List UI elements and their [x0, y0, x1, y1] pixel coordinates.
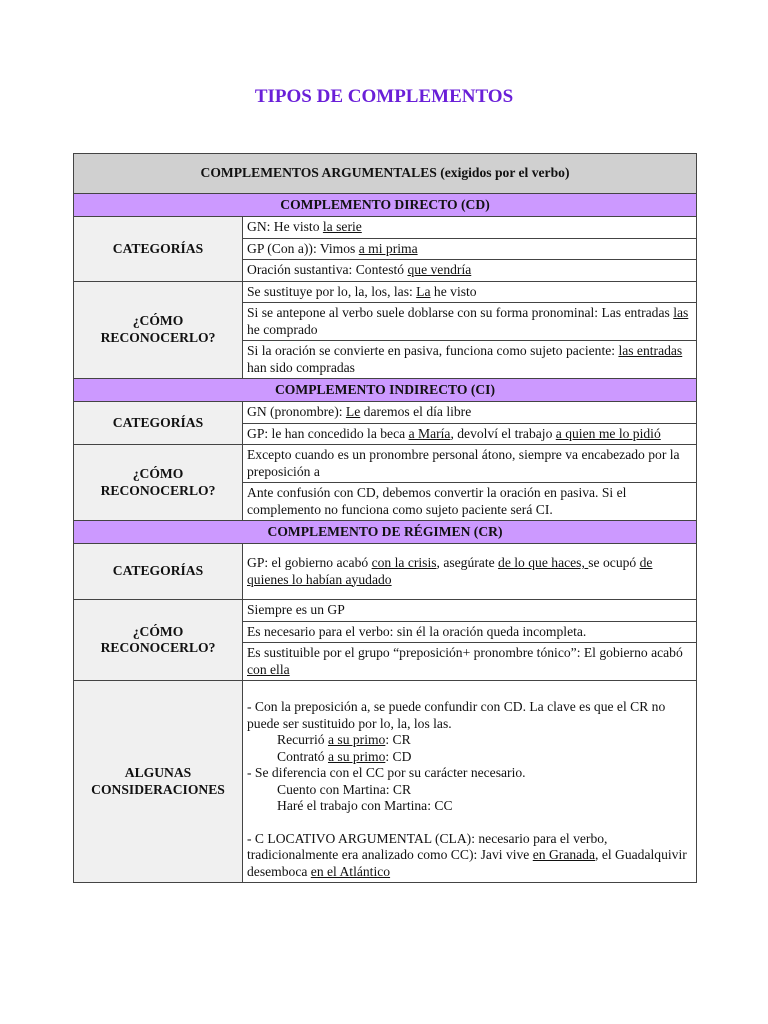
- ci-rec-1: Ante confusión con CD, debemos convertir la oración en pasiva. Si el complemento no funciona como sujeto paciente será CI.: [243, 483, 697, 521]
- table-row: [74, 217, 697, 239]
- section-title-cd: COMPLEMENTO DIRECTO (CD): [74, 194, 697, 217]
- table-header: COMPLEMENTOS ARGUMENTALES (exigidos por el verbo): [74, 154, 697, 194]
- label-reconocer-cr: ¿CÓMO RECONOCERLO?: [74, 600, 243, 681]
- section-header-cr: [74, 521, 697, 544]
- page-title: TIPOS DE COMPLEMENTOS: [254, 86, 514, 107]
- table-row: [74, 402, 697, 424]
- cd-cat-0: GN: He visto la serie: [243, 217, 697, 239]
- table-row: [74, 600, 697, 622]
- label-categorias-cd: CATEGORÍAS: [74, 217, 243, 282]
- complements-table: [73, 153, 697, 883]
- section-title-ci: COMPLEMENTO INDIRECTO (CI): [74, 379, 697, 402]
- cr-cat: GP: el gobierno acabó con la crisis, asegúrate de lo que haces, se ocupó de quienes lo habían ayudado: [243, 544, 697, 600]
- label-reconocer-cd: ¿CÓMO RECONOCERLO?: [74, 281, 243, 379]
- label-categorias-cr: CATEGORÍAS: [74, 544, 243, 600]
- cr-consideraciones: - Con la preposición a, se puede confundir con CD. La clave es que el CR no puede ser sustituido por lo, la, los las. Recurrió a su primo: CR Contrató a su primo: CD - Se diferencia con el CC por su carácter necesario. Cuento con Martina: CR Haré el trabajo con Martina: CC - C LOCATIVO ARGUMENTAL (CLA): necesario para el verbo, tradicionalmente era analizado como CC): Javi vive en Granada, el Guadalquivir desemboca en el Atlántico: [243, 681, 697, 883]
- section-title-cr: COMPLEMENTO DE RÉGIMEN (CR): [74, 521, 697, 544]
- cr-rec-2: Es sustituible por el grupo “preposición+ pronombre tónico”: El gobierno acabó con ella: [243, 643, 697, 681]
- cr-rec-1: Es necesario para el verbo: sin él la oración queda incompleta.: [243, 621, 697, 643]
- table-row: [74, 445, 697, 483]
- section-header-ci: [74, 379, 697, 402]
- cd-rec-2: Si la oración se convierte en pasiva, funciona como sujeto paciente: las entradas han sido compradas: [243, 341, 697, 379]
- section-header-cd: [74, 194, 697, 217]
- table-row: [74, 681, 697, 883]
- cr-rec-0: Siempre es un GP: [243, 600, 697, 622]
- table-header-row: [74, 154, 697, 194]
- ci-cat-1: GP: le han concedido la beca a María, devolví el trabajo a quien me lo pidió: [243, 423, 697, 445]
- cd-cat-1: GP (Con a)): Vimos a mi prima: [243, 238, 697, 260]
- ci-rec-0: Excepto cuando es un pronombre personal átono, siempre va encabezado por la preposición a: [243, 445, 697, 483]
- cd-cat-2: Oración sustantiva: Contestó que vendría: [243, 260, 697, 282]
- cd-rec-1: Si se antepone al verbo suele doblarse con su forma pronominal: Las entradas las he comprado: [243, 303, 697, 341]
- label-consideraciones-cr: ALGUNAS CONSIDERACIONES: [74, 681, 243, 883]
- cd-rec-0: Se sustituye por lo, la, los, las: La he visto: [243, 281, 697, 303]
- label-reconocer-ci: ¿CÓMO RECONOCERLO?: [74, 445, 243, 521]
- ci-cat-0: GN (pronombre): Le daremos el día libre: [243, 402, 697, 424]
- table-row: [74, 281, 697, 303]
- table-row: [74, 544, 697, 600]
- label-categorias-ci: CATEGORÍAS: [74, 402, 243, 445]
